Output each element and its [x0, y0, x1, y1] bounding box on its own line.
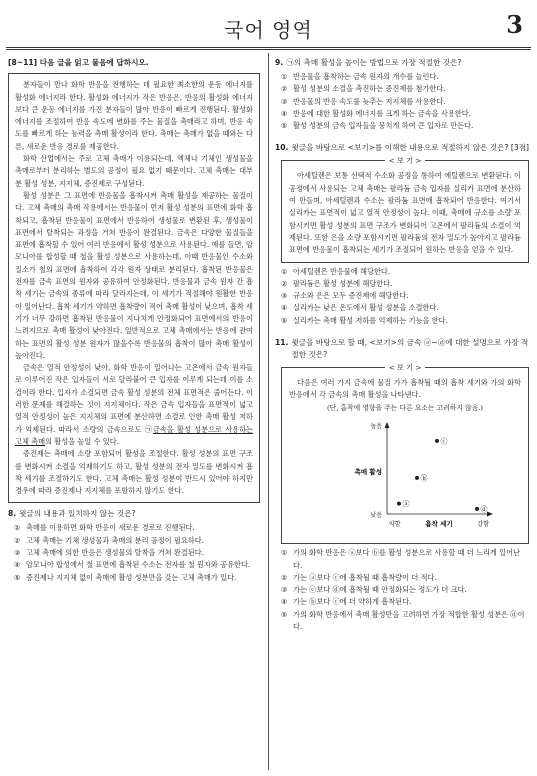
choice-2[interactable]: [14, 535, 260, 547]
choice-text: 활성 성분의 금속 입자들을 뭉치게 하여 큰 입자로 만든다.: [293, 121, 474, 131]
choice-1[interactable]: [281, 547, 529, 572]
choice-text: 가의 화학 반응에서 촉매 활성만을 고려하면 가장 적합한 활성 성분은 ⓓ이다.: [293, 609, 525, 632]
graph-point-3: [435, 439, 439, 443]
choice-4[interactable]: [281, 108, 529, 120]
y-axis-arrow-icon: [385, 422, 390, 428]
choice-3[interactable]: [281, 290, 529, 302]
question-9-choices: [281, 71, 529, 132]
choice-text: 암모니아 합성에서 철 표면에 흡착된 수소는 전자를 철 원자와 공유한다.: [26, 560, 251, 570]
bogi-label-text: < 보 기 >: [385, 363, 426, 372]
choice-text: 가의 화학 반응은 ⓐ보다 ⓑ를 활성 성분으로 사용할 때 더 느리게 일어난다.: [293, 548, 520, 570]
reading-passage: [8, 73, 260, 503]
question-11-choices: [281, 547, 529, 633]
y-low-label: 낮음: [370, 511, 382, 519]
choice-number-icon: ①: [281, 72, 288, 81]
passage-paragraph-5: 증진제는 촉매에 소량 포함되어 활성을 조절한다. 활성 성분의 표면 구조를 변화시켜 소결을 억제하기도 하고, 활성 성분의 전자 밀도를 변화시켜 흡착 세기를 조절하기도 한다. 고체 촉매는 활성 성분이 반드시 있어야 하지만 경우에 따라 증진제나 지지체를 포함하지 않기도 한다.: [15, 449, 253, 496]
question-11-stem: 윗글을 바탕으로 할 때, <보기>의 금속 ⓐ~ⓓ에 대한 설명으로 가장 적절한 것은?: [291, 338, 529, 360]
choice-text: 아세틸렌은 반응물에 해당한다.: [293, 266, 391, 276]
bogi-label: [282, 155, 528, 167]
marker-circle-a: ㉠: [144, 424, 153, 434]
choice-number-icon: ③: [281, 291, 288, 301]
question-8-number: 8.: [8, 509, 17, 519]
x-axis-label: 흡착 세기: [425, 519, 453, 528]
choice-3[interactable]: [281, 96, 529, 108]
graph-points: [397, 436, 488, 513]
choice-number-icon: ④: [281, 108, 288, 118]
question-8-stem: 윗글의 내용과 일치하지 않는 것은?: [19, 509, 136, 519]
choice-2[interactable]: [281, 278, 529, 290]
question-11: [275, 337, 529, 633]
choice-number-icon: ①: [281, 266, 288, 276]
choice-5[interactable]: [14, 572, 260, 584]
passage-paragraph-1: 분자들이 만나 화학 반응을 진행하는 데 필요한 최소한의 운동 에너지를 활성화 에너지라 한다. 활성화 에너지가 작은 반응은, 반응의 활성화 에너지보다 큰 운동 에너지를 가진 분자들이 많아 반응이 빠르게 진행된다. 활성화 에너지를 조절하여 반응 속도에 변화를 주는 물질을 촉매라고 하며, 반응 속도를 빠르게 하는 능력을 촉매 활성이라 한다. 촉매는 촉매가 없을 때와는 다른, 새로운 반응 경로를 제공한다.: [15, 80, 253, 151]
choice-4[interactable]: [281, 302, 529, 314]
choice-number-icon: ④: [281, 303, 288, 313]
choice-text: 가는 ⓐ보다 ⓒ에 흡착될 때 흡착량이 더 적다.: [293, 572, 437, 582]
bogi-box-10: [281, 156, 529, 262]
question-11-number: 11.: [275, 338, 289, 348]
choice-text: 실리카는 낮은 온도에서 활성 성분을 소결한다.: [293, 303, 439, 313]
choice-number-icon: ②: [14, 535, 21, 545]
choice-number-icon: ⑤: [281, 609, 288, 619]
choice-number-icon: ②: [281, 572, 288, 582]
choice-4[interactable]: [281, 596, 529, 608]
choice-3[interactable]: [281, 584, 529, 596]
choice-text: 반응물의 반응 속도를 늦추는 지지체를 사용한다.: [293, 96, 446, 106]
question-8: [8, 508, 260, 583]
question-10-number: 10.: [275, 143, 289, 153]
choice-2[interactable]: [281, 83, 529, 95]
x-high-label: 강함: [477, 520, 489, 528]
graph-point-4: [475, 507, 479, 511]
choice-5[interactable]: [281, 120, 529, 132]
choice-text: 가는 ⓑ보다 ⓒ에 더 약하게 흡착된다.: [293, 597, 412, 607]
choice-2[interactable]: [281, 572, 529, 584]
question-9-head: [275, 57, 529, 69]
graph-point-1: [397, 502, 401, 506]
choice-text: 고체 촉매는 기체 생성물과 촉매의 분리 공정이 필요하다.: [26, 535, 204, 545]
choice-text: 실리카는 촉매 활성 저하를 억제하는 기능을 한다.: [293, 315, 448, 325]
choice-number-icon: ②: [281, 84, 288, 94]
choice-5[interactable]: [281, 609, 529, 634]
choice-number-icon: ④: [281, 597, 288, 607]
choice-number-icon: ③: [281, 96, 288, 106]
bogi-label: [282, 362, 528, 374]
question-intro: [8~11] 다음 글을 읽고 물음에 답하시오.: [8, 58, 149, 67]
choice-number-icon: ③: [14, 547, 21, 557]
choice-text: 가는 ⓒ보다 ⓓ에 흡착될 때 안정화되는 정도가 더 크다.: [293, 585, 467, 595]
question-9: [275, 57, 529, 132]
question-10: [275, 142, 529, 327]
choice-number-icon: ①: [14, 523, 21, 533]
choice-number-icon: ⑤: [281, 121, 288, 131]
choice-text: 활성 성분의 소결을 촉진하는 증진제를 첨가한다.: [293, 84, 446, 94]
y-axis-label: 촉매 활성: [354, 467, 382, 476]
graph-point-2: [415, 476, 419, 480]
graph-point-label-1: ⓐ: [402, 500, 410, 509]
question-10-head: [275, 142, 529, 154]
choice-5[interactable]: [281, 315, 529, 327]
choice-number-icon: ②: [281, 278, 288, 288]
y-high-label: 높음: [370, 422, 382, 430]
bogi-note: (단, 흡착에 영향을 주는 다른 요소는 고려하지 않음.): [326, 403, 484, 412]
choice-text: 규소와 은은 모두 증진제에 해당한다.: [293, 291, 409, 301]
choice-number-icon: ⑤: [14, 572, 21, 582]
passage-p4-text: 금속은 열적 안정성이 낮아, 화학 반응이 일어나는 고온에서 금속 원자들로 이루어진 작은 입자들이 서로 달라붙어 큰 입자를 이루게 되는데 이를 소결이라 한다. 입자가 소결되면 금속 활성 성분의 전체 표면적은 줄어든다. 이러한 문제를 해결하는 것이 지지체이다. 작은 금속 입자들을 표면적이 넓고 열적 안정성이 높은 지지체의 표면에 분산하면 소결로 인한 촉매 활성 저하가 억제된다. 따라서 소량의 금속으로도: [15, 363, 253, 434]
question-9-stem: ㉠의 촉매 활성을 높이는 방법으로 가장 적절한 것은?: [286, 58, 462, 67]
question-8-choices: [14, 522, 260, 583]
choice-number-icon: ①: [281, 548, 288, 558]
section-title: 국어 영역: [224, 18, 313, 42]
choice-text: 촉매를 이용하면 화학 반응이 새로운 경로로 진행된다.: [26, 523, 195, 533]
choice-1[interactable]: [14, 522, 260, 534]
choice-number-icon: ③: [281, 585, 288, 595]
x-axis-arrow-icon: [487, 511, 493, 516]
choice-text: 반응에 대한 활성화 에너지를 크게 하는 금속을 사용한다.: [293, 108, 471, 118]
graph-point-label-3: ⓒ: [440, 437, 448, 446]
question-9-number: 9.: [275, 58, 284, 67]
left-column: [8, 57, 260, 584]
graph-point-label-4: ⓓ: [480, 505, 488, 514]
page-number: 3: [506, 10, 523, 39]
bogi-label-text: < 보 기 >: [385, 156, 426, 165]
bogi-text: 다음은 여러 가지 금속에 물질 가가 흡착될 때의 흡착 세기와 가의 화학 반응에서 각 금속의 촉매 활성을 나타낸다.: [289, 378, 521, 400]
question-10-choices: [281, 266, 529, 327]
choice-3[interactable]: [14, 547, 260, 559]
choice-text: 고체 촉매에 의한 반응은 생성물의 탈착을 거쳐 완결된다.: [26, 547, 204, 557]
passage-p4-tail: 의 활성을 높일 수 있다.: [45, 436, 119, 446]
question-11-head: [275, 337, 529, 361]
adsorption-activity-graph: [289, 414, 525, 534]
underlined-phrase: 금속을 활성 성분으로 사용하는 고체 촉매: [15, 424, 253, 446]
question-10-stem: 윗글을 바탕으로 <보기>를 이해한 내용으로 적절하지 않은 것은? [3점]: [291, 143, 529, 153]
question-8-head: [8, 508, 260, 520]
choice-text: 팔라듐은 활성 성분에 해당한다.: [293, 278, 393, 288]
bogi-box-11: [281, 363, 529, 544]
column-divider: [268, 53, 269, 770]
passage-paragraph-4: [15, 362, 253, 448]
bogi-text: 아세틸렌은 보통 선택적 수소화 공정을 통하여 에틸렌으로 변환된다. 이 공정에서 사용되는 고체 촉매는 팔라듐 금속 입자를 실리카 표면에 분산하여 만들며, 아세틸렌과 수소는 팔라듐 표면에 흡착되어 반응한다. 여기서 실리카는 표면적이 넓고 열적 안정성이 높다. 이때, 촉매에 규소를 소량 포함시키면 활성 성분의 표면 구조가 변화되어 고온에서 팔라듐의 소결이 억제된다. 또한 은을 소량 포함시키면 팔라듐의 전자 밀도가 높아지고 팔라듐 표면에 반응물이 흡착되는 세기가 조절되어 원하는 반응을 얻을 수 있다.: [289, 171, 521, 255]
choice-4[interactable]: [14, 559, 260, 571]
choice-number-icon: ⑤: [281, 315, 288, 325]
choice-number-icon: ④: [14, 560, 21, 570]
x-low-label: 약함: [389, 520, 401, 528]
right-column: [275, 57, 529, 633]
choice-text: 반응물을 흡착하는 금속 원자의 개수를 늘린다.: [293, 72, 439, 81]
passage-paragraph-3: 활성 성분은 그 표면에 반응물을 흡착시켜 촉매 활성을 제공하는 물질이다. 고체 촉매의 촉매 작용에서는 반응물이 먼저 활성 성분의 표면에 화학 흡착되고, 흡착된 반응물이 표면에서 반응하여 생성물로 변환된 후, 생성물이 표면에서 탈착되는 과정을 거쳐 반응이 완결된다. 금속은 다양한 물질들을 표면에 흡착할 수 있어 여러 반응에서 활성 성분으로 사용된다. 예를 들면, 암모니아를 합성할 때 철을 활성 성분으로 사용하는데, 이때 반응물인 수소와 질소가 철의 표면에 흡착하여 각각 원자 상태로 분리된다. 흡착된 반응물은 전자를 금속 표면의 원자와 공유하여 안정화된다. 반응물과 금속 원자 간 흡착 세기는 금속의 종류에 따라 달라지는데, 이 세기가 적절해야 원활한 반응이 일어난다. 흡착 세기가 약하면 흡착량이 적어 촉매 활성이 낮으며, 흡착 세기가 너무 강하면 흡착된 반응물이 지나치게 안정화되어 표면에서의 반응이 느려지므로 촉매 활성이 낮아진다. 일반적으로 고체 촉매에서는 반응에 관여하는 표면의 활성 성분 원자가 많을수록 반응물의 흡착이 많아 촉매 활성이 높아진다.: [15, 190, 253, 360]
header-divider: [6, 47, 531, 50]
choice-text: 증진제나 지지체 없이 촉매에 활성 성분만을 갖는 고체 촉매가 있다.: [26, 572, 237, 582]
graph-point-label-2: ⓑ: [420, 474, 428, 483]
passage-paragraph-2: 화학 산업에서는 주로 고체 촉매가 이용되는데, 액체나 기체인 생성물을 촉매로부터 분리하는 별도의 공정이 필요 없기 때문이다. 고체 촉매는 대부분 활성 성분, 지지체, 증진제로 구성된다.: [15, 154, 253, 188]
choice-1[interactable]: [281, 71, 529, 83]
choice-1[interactable]: [281, 266, 529, 278]
